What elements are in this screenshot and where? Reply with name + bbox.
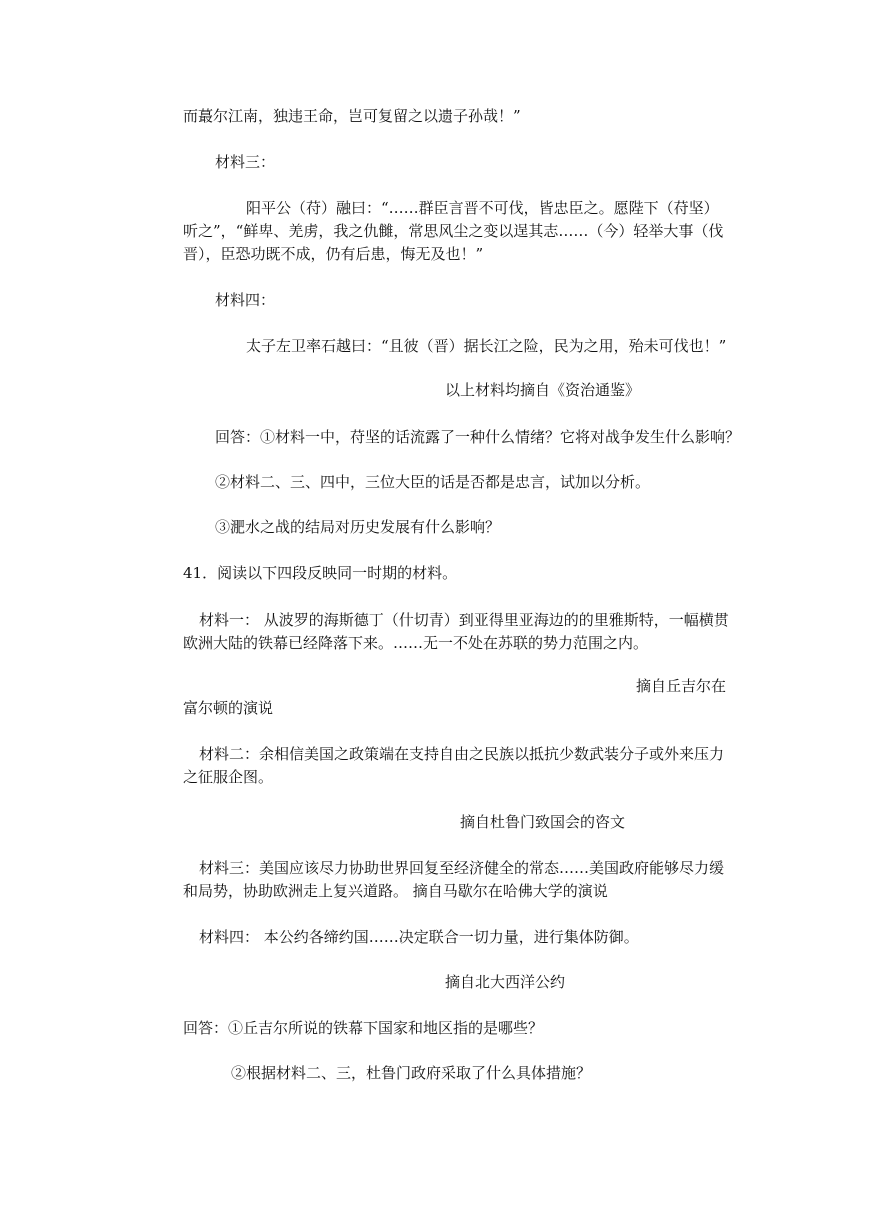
q40-source: 以上材料均摘自《资治通鉴》	[445, 381, 641, 399]
q41-material-1-source-a: 摘自丘吉尔在	[636, 677, 727, 695]
material-4-heading: 材料四：	[215, 291, 276, 309]
q41-material-1-line-2: 欧洲大陆的铁幕已经降落下来。……无一不处在苏联的势力范围之内。	[183, 634, 649, 652]
q41-material-1-source-b: 富尔顿的演说	[183, 699, 274, 717]
q41-material-2-line-2: 之征服企图。	[183, 768, 274, 786]
q40-answer-1: 回答：①材料一中，苻坚的话流露了一种什么情绪？它将对战争发生什么影响？	[215, 428, 741, 446]
q41-answer-2: ②根据材料二、三，杜鲁门政府采取了什么具体措施？	[231, 1064, 592, 1082]
q41-heading: 41．阅读以下四段反映同一时期的材料。	[183, 564, 458, 582]
material-3-heading: 材料三：	[215, 153, 276, 171]
q41-answer-1: 回答：①丘吉尔所说的铁幕下国家和地区指的是哪些？	[183, 1019, 544, 1037]
q41-material-4-line-1: 材料四： 本公约各缔约国……决定联合一切力量，进行集体防御。	[199, 928, 639, 946]
material-4-line-1: 太子左卫率石越曰：“且彼（晋）据长江之险，民为之用，殆未可伐也！”	[246, 337, 727, 355]
q40-answer-3: ③淝水之战的结局对历史发展有什么影响？	[215, 518, 501, 536]
q41-material-2-source: 摘自杜鲁门致国会的咨文	[460, 813, 626, 831]
q41-material-3-line-2: 和局势，协助欧洲走上复兴道路。 摘自马歇尔在哈佛大学的演说	[183, 882, 608, 900]
q41-material-3-line-1: 材料三：美国应该尽力协助世界回复至经济健全的常态……美国政府能够尽力缓	[199, 859, 725, 877]
material-3-line-2: 听之”，“鲜卑、羌虏，我之仇雠，常思风尘之变以逞其志……（今）轻举大事（伐	[183, 222, 724, 240]
material-3-line-1: 阳平公（苻）融曰：“……群臣言晋不可伐，皆忠臣之。愿陛下（苻坚）	[246, 199, 719, 217]
q41-material-4-source: 摘自北大西洋公约	[445, 973, 566, 991]
q41-material-2-line-1: 材料二：余相信美国之政策端在支持自由之民族以抵抗少数武装分子或外来压力	[199, 745, 725, 763]
continuation-line: 而蕞尔江南，独违王命，岂可复留之以遗子孙哉！”	[183, 107, 521, 125]
q41-material-1-line-1: 材料一： 从波罗的海斯德丁（什切青）到亚得里亚海边的的里雅斯特，一幅横贯	[199, 611, 729, 629]
q40-answer-2: ②材料二、三、四中，三位大臣的话是否都是忠言，试加以分析。	[215, 473, 651, 491]
material-3-line-3: 晋），臣恐功既不成，仍有后患，悔无及也！”	[183, 245, 484, 263]
